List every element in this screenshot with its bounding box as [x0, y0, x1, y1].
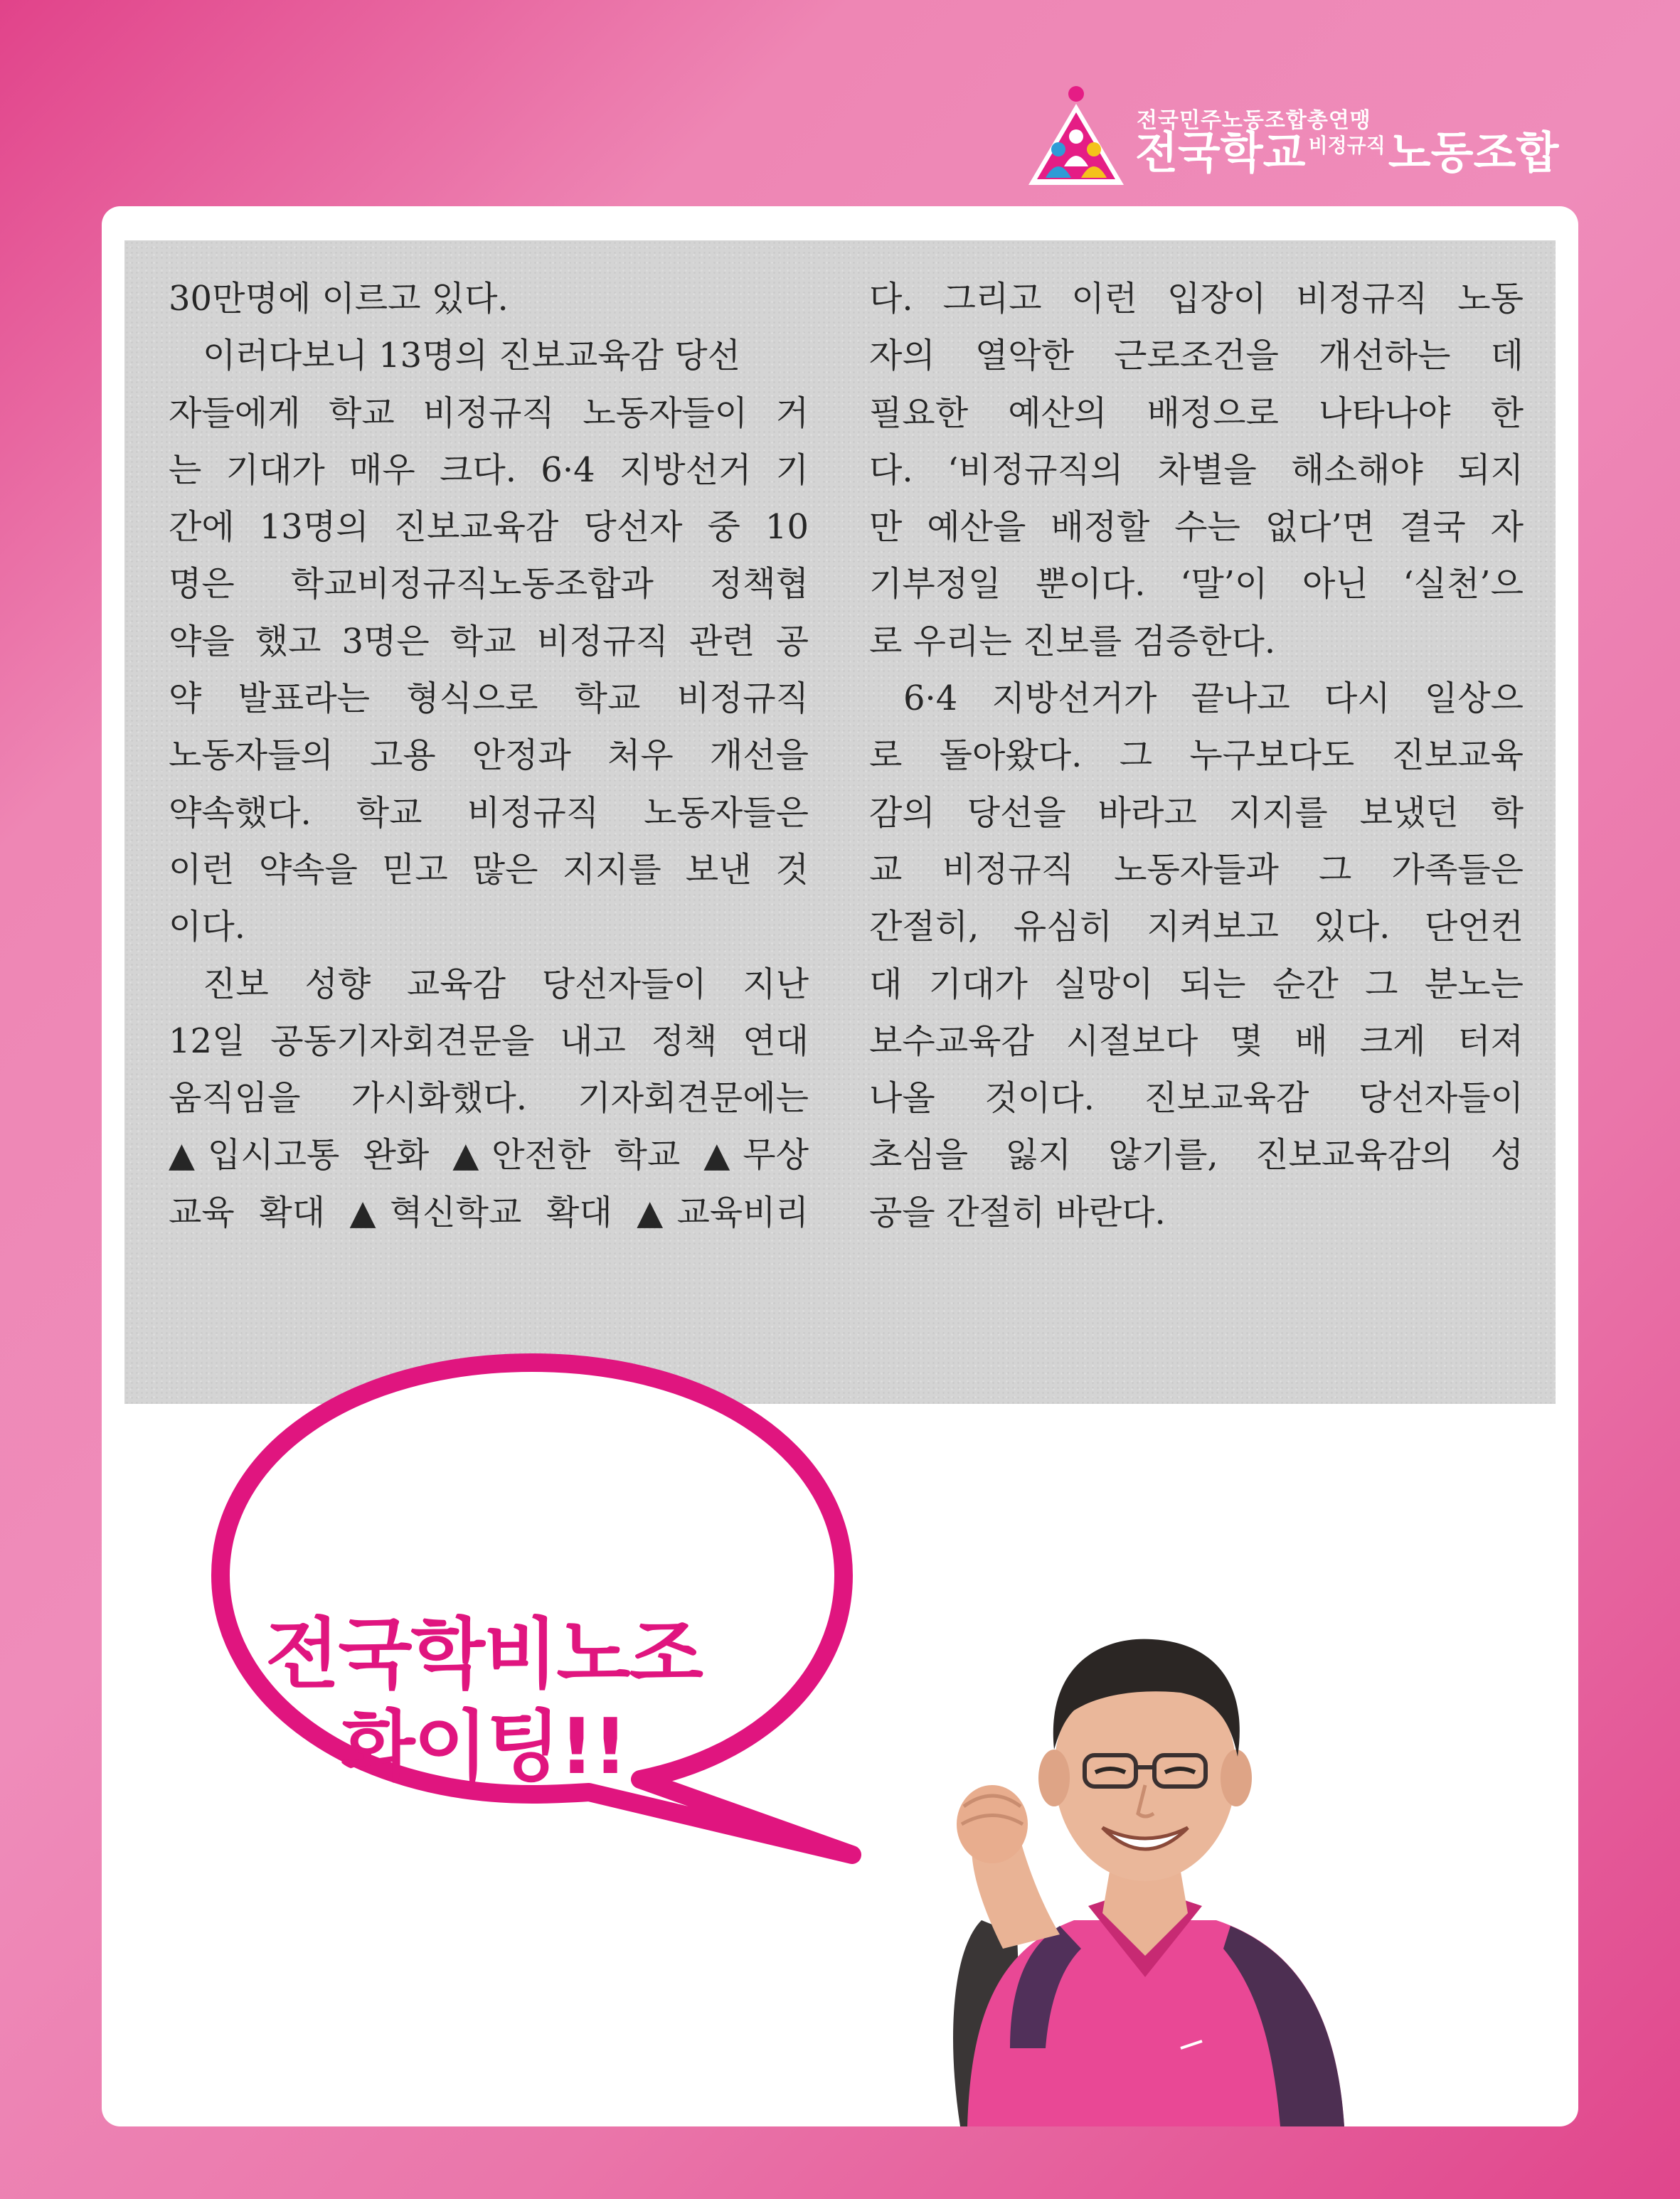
- article-line: 필요한 예산의 배정으로 나타나야 한: [869, 393, 1524, 433]
- article-line: 약속했다. 학교 비정규직 노동자들은: [169, 792, 809, 833]
- article-line: 는 기대가 매우 크다. 6·4 지방선거 기: [169, 449, 809, 490]
- article-line: 이러다보니 13명의 진보교육감 당선: [203, 336, 741, 376]
- speech-bubble: [191, 1337, 873, 1878]
- article-line: 자들에게 학교 비정규직 노동자들이 거: [169, 393, 809, 433]
- article-line: 다. 그리고 이런 입장이 비정규직 노동: [869, 279, 1524, 319]
- article-line: 로 돌아왔다. 그 누구보다도 진보교육: [869, 735, 1524, 776]
- logo-union-name: [1135, 127, 1559, 179]
- union-logo: [1023, 84, 1563, 191]
- article-line: 다. ‘비정규직의 차별을 해소해야 되지: [869, 449, 1524, 490]
- article-line: 교 비정규직 노동자들과 그 가족들은: [869, 849, 1524, 890]
- article-line: 대 기대가 실망이 되는 순간 그 분노는: [869, 964, 1524, 1004]
- union-logo-icon: [1023, 84, 1129, 191]
- logo-union-name-small: 비정규직: [1308, 134, 1386, 157]
- article-left-column: [169, 270, 809, 1241]
- logo-union-name-b: 노동조합: [1388, 127, 1559, 179]
- article-line: 보수교육감 시절보다 몇 배 크게 터져: [869, 1021, 1524, 1061]
- article-line: 이런 약속을 믿고 많은 지지를 보낸 것: [169, 849, 809, 890]
- newspaper-clipping: [124, 240, 1556, 1404]
- article-line: 간절히, 유심히 지켜보고 있다. 단언컨: [869, 907, 1524, 947]
- logo-union-name-a: 전국학교: [1135, 127, 1306, 179]
- bubble-slogan-line2: 화이팅!!: [341, 1703, 627, 1791]
- article-line: 약을 했고 3명은 학교 비정규직 관련 공: [169, 621, 809, 661]
- bubble-slogan-line1: 전국학비노조: [265, 1610, 702, 1699]
- bubble-slogan: [206, 1609, 761, 1794]
- article-line: 움직임을 가시화했다. 기자회견문에는: [169, 1078, 809, 1119]
- article-line: 나올 것이다. 진보교육감 당선자들이: [869, 1078, 1524, 1119]
- logo-federation-name: 전국민주노동조합총연맹: [1137, 108, 1371, 133]
- article-line: 진보 성향 교육감 당선자들이 지난: [203, 964, 809, 1004]
- article-line: 초심을 잃지 않기를, 진보교육감의 성: [869, 1135, 1524, 1176]
- article-line: 감의 당선을 바라고 지지를 보냈던 학: [869, 792, 1524, 833]
- article-line: 기부정일 뿐이다. ‘말’이 아닌 ‘실천’으: [869, 564, 1524, 605]
- article-line: 명은 학교비정규직노동조합과 정책협: [169, 564, 809, 605]
- article-line: 30만명에 이르고 있다.: [169, 279, 509, 319]
- person-illustration: [846, 1550, 1394, 2126]
- article-line: 로 우리는 진보를 검증한다.: [869, 621, 1276, 661]
- article-line: ▲입시고통 완화 ▲안전한 학교 ▲무상: [169, 1135, 809, 1176]
- article-line: 간에 13명의 진보교육감 당선자 중 10: [169, 507, 809, 548]
- article-line: 약 발표라는 형식으로 학교 비정규직: [169, 678, 809, 719]
- article-line: 이다.: [169, 907, 245, 947]
- article-line: 자의 열악한 근로조건을 개선하는 데: [869, 336, 1524, 376]
- article-line: 12일 공동기자회견문을 내고 정책 연대: [169, 1021, 809, 1061]
- article-line: 만 예산을 배정할 수는 없다’면 결국 자: [869, 507, 1524, 548]
- article-right-column: [869, 270, 1524, 1241]
- article-line: 노동자들의 고용 안정과 처우 개선을: [169, 735, 809, 776]
- article-line: 교육 확대 ▲혁신학교 확대 ▲교육비리: [169, 1192, 809, 1232]
- article-line: 공을 간절히 바란다.: [869, 1192, 1166, 1232]
- article-line: 6·4 지방선거가 끝나고 다시 일상으: [903, 678, 1524, 719]
